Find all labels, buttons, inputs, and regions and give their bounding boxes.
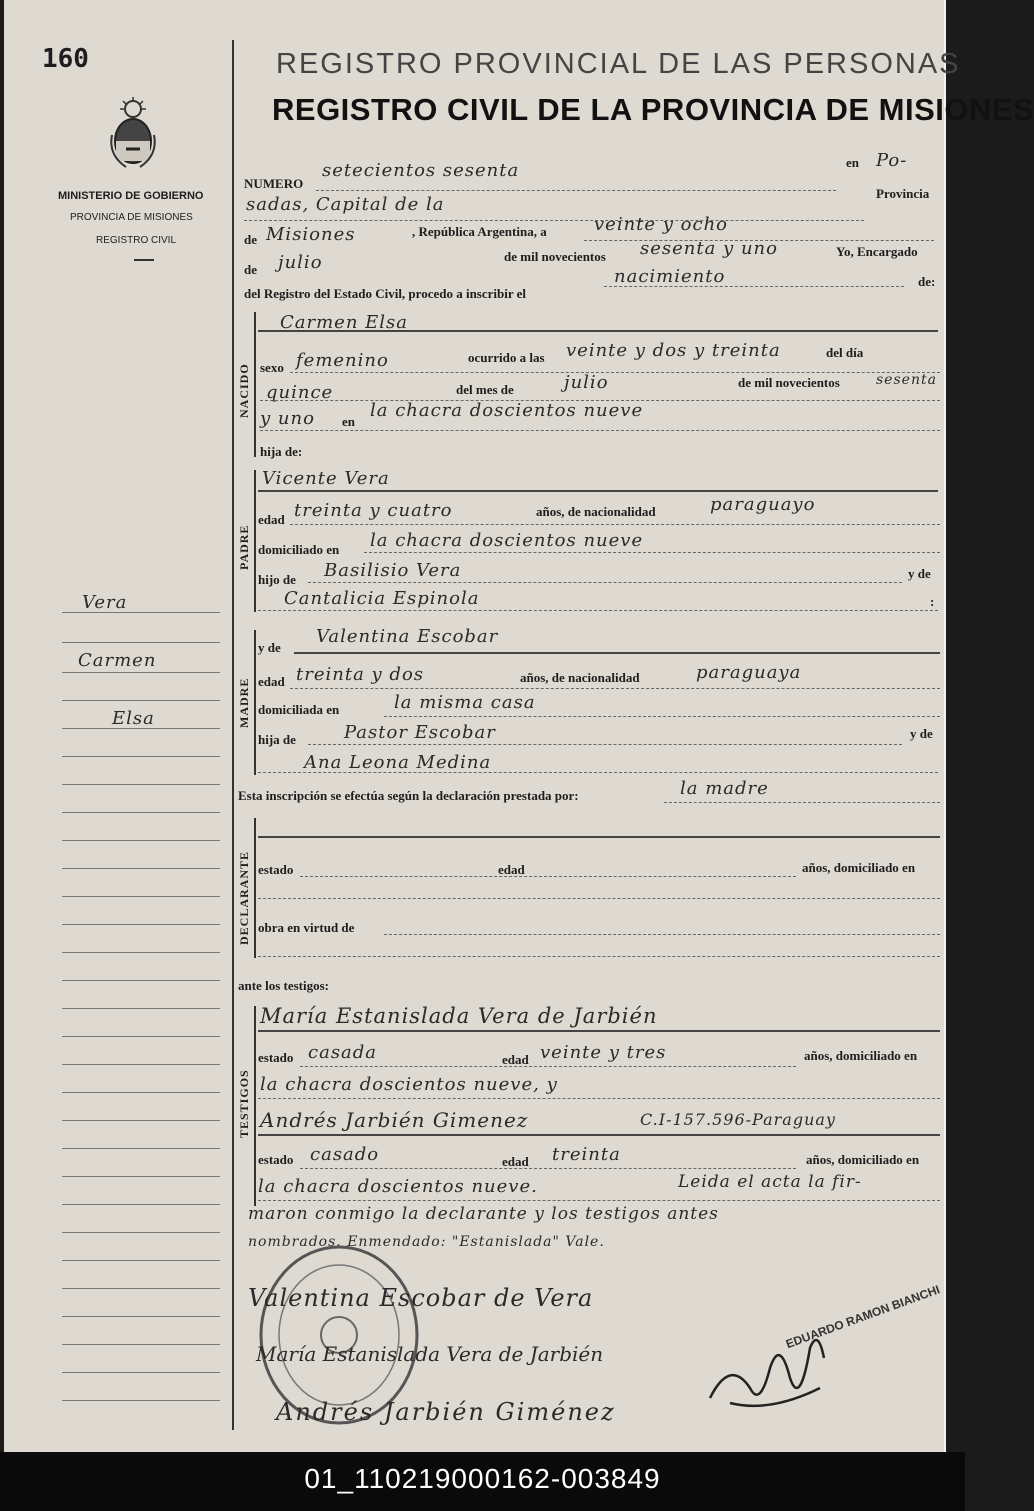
padre-edad-line [290, 524, 940, 525]
birth-month-value: julio [564, 372, 609, 393]
reading-note-b: maron conmigo la declarante y los testigos antes [248, 1204, 719, 1224]
witness2-name: Andrés Jarbién Gimenez [260, 1108, 529, 1132]
signature-mother: Valentina Escobar de Vera [248, 1284, 594, 1312]
birth-year-value-b: y uno [260, 408, 315, 429]
padre-bracket [254, 470, 256, 612]
sexo-line [290, 372, 940, 373]
month-value: julio [278, 252, 323, 273]
witness1-estado-label: estado [258, 1050, 294, 1065]
nacido-name: Carmen Elsa [280, 312, 409, 333]
madre-mother-line [258, 772, 938, 773]
witness1-dom-line [258, 1098, 940, 1099]
mes-label: del mes de [456, 382, 514, 397]
time-value: veinte y dos y treinta [566, 340, 781, 361]
padre-dom-line [364, 552, 940, 553]
republica-label: , República Argentina, a [412, 224, 547, 239]
act-value: nacimiento [614, 266, 726, 287]
testigos-section-label: TESTIGOS [237, 1069, 251, 1138]
margin-rule [232, 40, 234, 1430]
del-dia-label: del día [826, 345, 864, 360]
witness1-edad: veinte y tres [540, 1042, 667, 1063]
witness1-estado: casada [308, 1042, 378, 1063]
registry-subtitle: REGISTRO CIVIL [96, 235, 177, 246]
witness2-estado: casado [310, 1144, 380, 1165]
register-page [4, 0, 1034, 1452]
madre-name: Valentina Escobar [316, 626, 499, 647]
document-id: 01_110219000162-003849 [304, 1463, 661, 1494]
madre-y-de-label: y de [258, 640, 281, 655]
witness2-anos-label: años, domiciliado en [806, 1152, 920, 1167]
witness2-estado-line [300, 1168, 796, 1169]
act-line [604, 286, 904, 287]
witness2-estado-label: estado [258, 1152, 294, 1167]
declaration-value: la madre [680, 778, 769, 799]
padre-anos-label: años, de nacionalidad [536, 504, 656, 519]
witness2-edad-label: edad [502, 1154, 529, 1169]
birth-place-value: la chacra doscientos nueve [370, 400, 644, 421]
registrar-stamp: EDUARDO RAMON BIANCHI [784, 1282, 942, 1352]
padre-mother-value: Cantalicia Espinola [284, 588, 480, 609]
declarante-edad-label: edad [498, 862, 525, 877]
madre-y-de2-label: y de [910, 726, 933, 741]
declarante-anos-label: años, domiciliado en [802, 860, 916, 875]
padre-edad-label: edad [258, 512, 285, 527]
witness1-name: María Estanislada Vera de Jarbién [260, 1004, 658, 1028]
declarante-dom-line [258, 898, 940, 899]
province-value: Misiones [266, 224, 356, 245]
place-line [260, 430, 940, 431]
declarante-estado-line [300, 876, 796, 877]
ocurrido-label: ocurrido a las [468, 350, 545, 365]
en-label: en [846, 155, 859, 170]
padre-mother-line [258, 610, 938, 611]
birth-en-label: en [342, 414, 355, 429]
declarante-section-label: DECLARANTE [237, 850, 251, 945]
reading-note-a: Leida el acta la fir- [678, 1172, 862, 1192]
signature-witness1: María Estanislada Vera de Jarbién [256, 1342, 604, 1366]
de2-label: de [244, 262, 257, 277]
nacido-name-line [258, 330, 938, 332]
padre-hijo-label: hijo de [258, 572, 296, 587]
testigos-intro-label: ante los testigos: [238, 978, 329, 993]
yo-encargado-label: Yo, Encargado [836, 244, 918, 259]
declaration-label: Esta inscripción se efectúa según la declaración prestada por: [238, 788, 579, 803]
declarante-bracket [254, 818, 256, 958]
madre-edad-label: edad [258, 674, 285, 689]
witness2-domicilio: la chacra doscientos nueve. [258, 1176, 538, 1197]
birth-year-value-a: sesenta [876, 372, 937, 388]
witness1-edad-label: edad [502, 1052, 529, 1067]
ministry-title: MINISTERIO DE GOBIERNO [58, 190, 204, 202]
padre-name-line [258, 490, 938, 492]
witness2-edad: treinta [552, 1144, 621, 1165]
provincia-label: Provincia [876, 186, 930, 201]
testigos-bracket [254, 1006, 256, 1206]
de-label: de [244, 232, 257, 247]
coat-of-arms-icon [106, 95, 160, 180]
header-title-main: REGISTRO CIVIL DE LA PROVINCIA DE MISIONES [272, 92, 1034, 127]
province-subtitle: PROVINCIA DE MISIONES [70, 212, 193, 223]
padre-nacionalidad-value: paraguayo [710, 494, 816, 515]
city-line [244, 220, 864, 221]
numero-value: setecientos sesenta [322, 160, 520, 181]
witness2-name-line [258, 1134, 940, 1136]
sexo-label: sexo [260, 360, 284, 375]
madre-dom-line [384, 716, 940, 717]
signature-witness2: Andrés Jarbién Giménez [276, 1398, 616, 1426]
page-number: 160 [42, 44, 89, 74]
madre-bracket [254, 630, 256, 775]
padre-edad-value: treinta y cuatro [294, 500, 453, 521]
madre-hija-label: hija de [258, 732, 296, 747]
numero-label: NUMERO [244, 176, 304, 191]
madre-edad-value: treinta y dos [296, 664, 425, 685]
madre-father-value: Pastor Escobar [344, 722, 496, 743]
padre-colon: : [930, 594, 935, 609]
numero-line [316, 190, 836, 191]
witness1-name-line [258, 1030, 940, 1032]
reading-note-c: nombrados. Enmendado: "Estanislada" Vale. [248, 1234, 605, 1250]
madre-section-label: MADRE [237, 677, 251, 728]
madre-hija-line [308, 744, 902, 745]
madre-edad-line [290, 688, 940, 689]
madre-name-line [294, 652, 940, 654]
witness1-domicilio: la chacra doscientos nueve, y [260, 1074, 558, 1095]
padre-name: Vicente Vera [262, 468, 390, 489]
declarante-obra-line [384, 934, 940, 935]
hija-de-label: hija de: [260, 444, 303, 459]
padre-hijo-line [308, 582, 902, 583]
padre-domicilio-value: la chacra doscientos nueve [370, 530, 644, 551]
declarante-name-line [258, 836, 940, 838]
padre-father-value: Basilisio Vera [324, 560, 462, 581]
witness2-dom-line [258, 1200, 940, 1201]
birth-day-value: quince [266, 382, 334, 403]
madre-domicilio-label: domiciliada en [258, 702, 340, 717]
declarante-estado-label: estado [258, 862, 294, 877]
declarante-extra-line [258, 956, 940, 957]
padre-domicilio-label: domiciliado en [258, 542, 340, 557]
madre-nacionalidad-value: paraguaya [696, 662, 802, 683]
birth-year-label: de mil novecientos [738, 375, 840, 390]
estado-civil-label: del Registro del Estado Civil, procedo a inscribir el [244, 286, 527, 301]
nacido-bracket [254, 312, 256, 457]
madre-mother-value: Ana Leona Medina [304, 752, 492, 773]
header-title-top: REGISTRO PROVINCIAL DE LAS PERSONAS [276, 48, 961, 80]
margin-surname: Vera [82, 592, 128, 613]
declarante-obra-label: obra en virtud de [258, 920, 355, 935]
sidebar-divider [134, 259, 154, 261]
sexo-value: femenino [296, 350, 389, 371]
de-colon-label: de: [918, 274, 936, 289]
witness1-estado-line [300, 1066, 796, 1067]
year-label: de mil novecientos [504, 249, 606, 264]
madre-domicilio-value: la misma casa [394, 692, 536, 713]
padre-section-label: PADRE [237, 524, 251, 570]
city-value: sadas, Capital de la [246, 194, 445, 215]
nacido-section-label: NACIDO [237, 363, 251, 418]
witness2-ci: C.I-157.596-Paraguay [640, 1110, 836, 1129]
margin-first-name: Carmen [78, 650, 157, 671]
witness1-anos-label: años, domiciliado en [804, 1048, 918, 1063]
padre-y-de-label: y de [908, 566, 931, 581]
day-value: veinte y ocho [594, 214, 729, 235]
madre-anos-label: años, de nacionalidad [520, 670, 640, 685]
declaration-line [664, 802, 940, 803]
margin-second-name: Elsa [112, 708, 155, 729]
year-value: sesenta y uno [640, 238, 778, 259]
city-start: Po- [876, 150, 908, 171]
